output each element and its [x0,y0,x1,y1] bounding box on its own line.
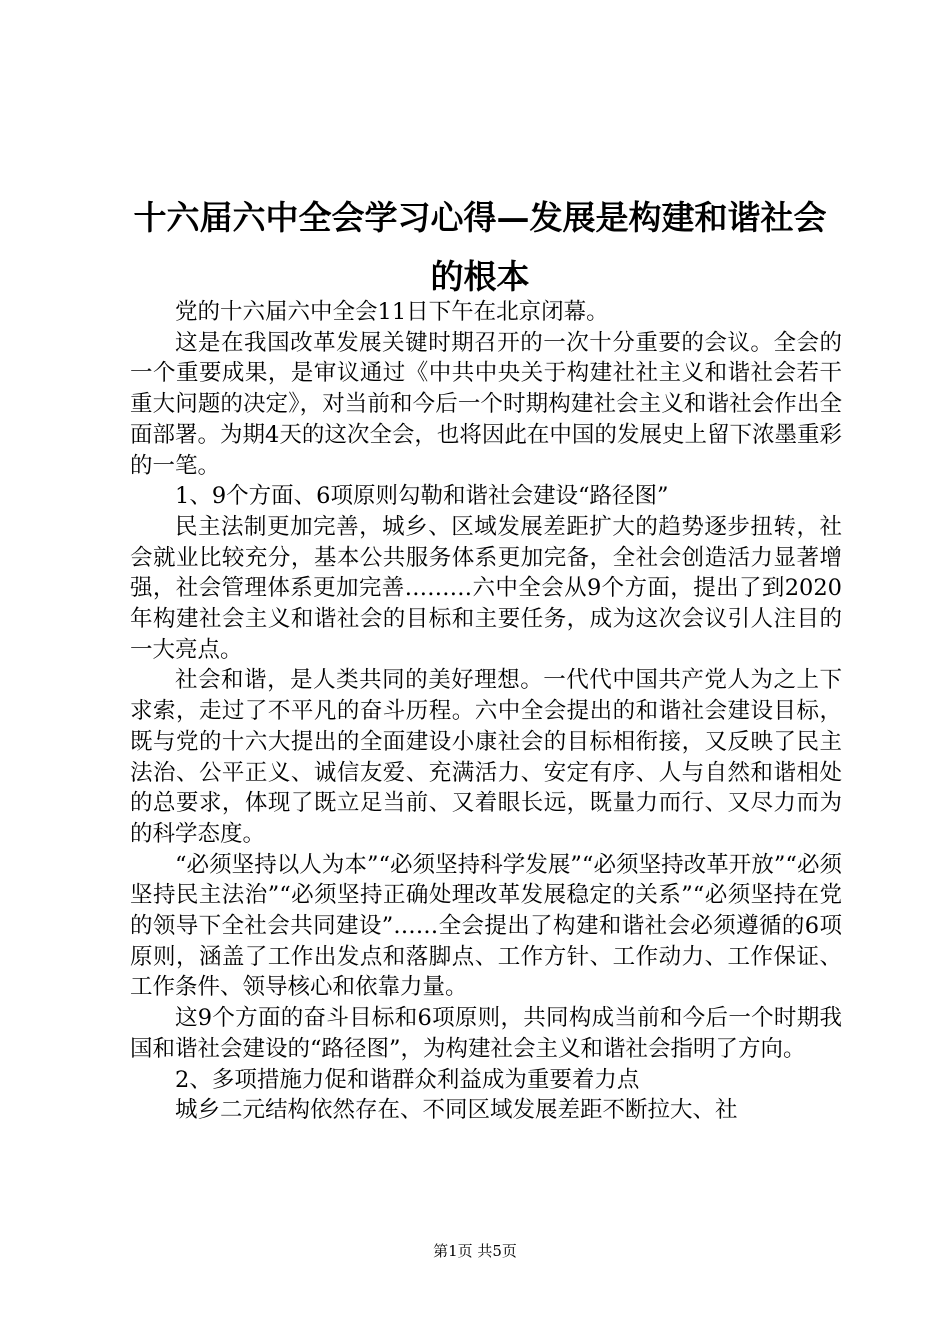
paragraph: “必须坚持以人为本”“必须坚持科学发展”“必须坚持改革开放”“必须坚持民主法治”“必须坚持正确处理改革发展稳定的关系”“必须坚持在党的领导下全社会共同建设”……全会提出了构建和谐社会必须遵循的6项原则，涵盖了工作出发点和落脚点、工作方针、工作动力、工作保证、工作条件、领导核心和依靠力量。 [130,851,842,1001]
paragraph: 这9个方面的奋斗目标和6项原则，共同构成当前和今后一个时期我国和谐社会建设的“路径图”，为构建社会主义和谐社会指明了方向。 [130,1005,842,1062]
paragraph: 社会和谐，是人类共同的美好理想。一代代中国共产党人为之上下求索，走过了不平凡的奋斗历程。六中全会提出的和谐社会建设目标，既与党的十六大提出的全面建设小康社会的目标相衔接，又反映了民主法治、公平正义、诚信友爱、充满活力、安定有序、人与自然和谐相处的总要求，体现了既立足当前、又着眼长远，既量力而行、又尽力而为的科学态度。 [130,667,842,847]
paragraph: 党的十六届六中全会11日下午在北京闭幕。 [175,299,609,325]
section-heading: 1、9个方面、6项原则勾勒和谐社会建设“路径图” [175,483,669,510]
paragraph: 这是在我国改革发展关键时期召开的一次十分重要的会议。全会的一个重要成果，是审议通过《中共中央关于构建社社主义和谐社会若干重大问题的决定》，对当前和今后一个时期构建社会主义和谐社会作出全面部署。为期4天的这次全会，也将因此在中国的发展史上留下浓墨重彩的一笔。 [130,329,842,479]
section-heading: 2、多项措施力促和谐群众利益成为重要着力点 [175,1066,640,1093]
document-body [130,297,842,1126]
page-footer: 第1页 共5页 [433,1242,517,1260]
paragraph: 城乡二元结构依然存在、不同区域发展差距不断拉大、社 [175,1097,738,1124]
document-title: 十六届六中全会学习心得—发展是构建和谐社会的根本 [133,198,827,296]
paragraph: 民主法制更加完善，城乡、区域发展差距扩大的趋势逐步扭转，社会就业比较充分，基本公共服务体系更加完备，全社会创造活力显著增强，社会管理体系更加完善………六中全会从9个方面，提出了到2020年构建社会主义和谐社会的目标和主要任务，成为这次会议引人注目的一大亮点。 [130,513,842,663]
